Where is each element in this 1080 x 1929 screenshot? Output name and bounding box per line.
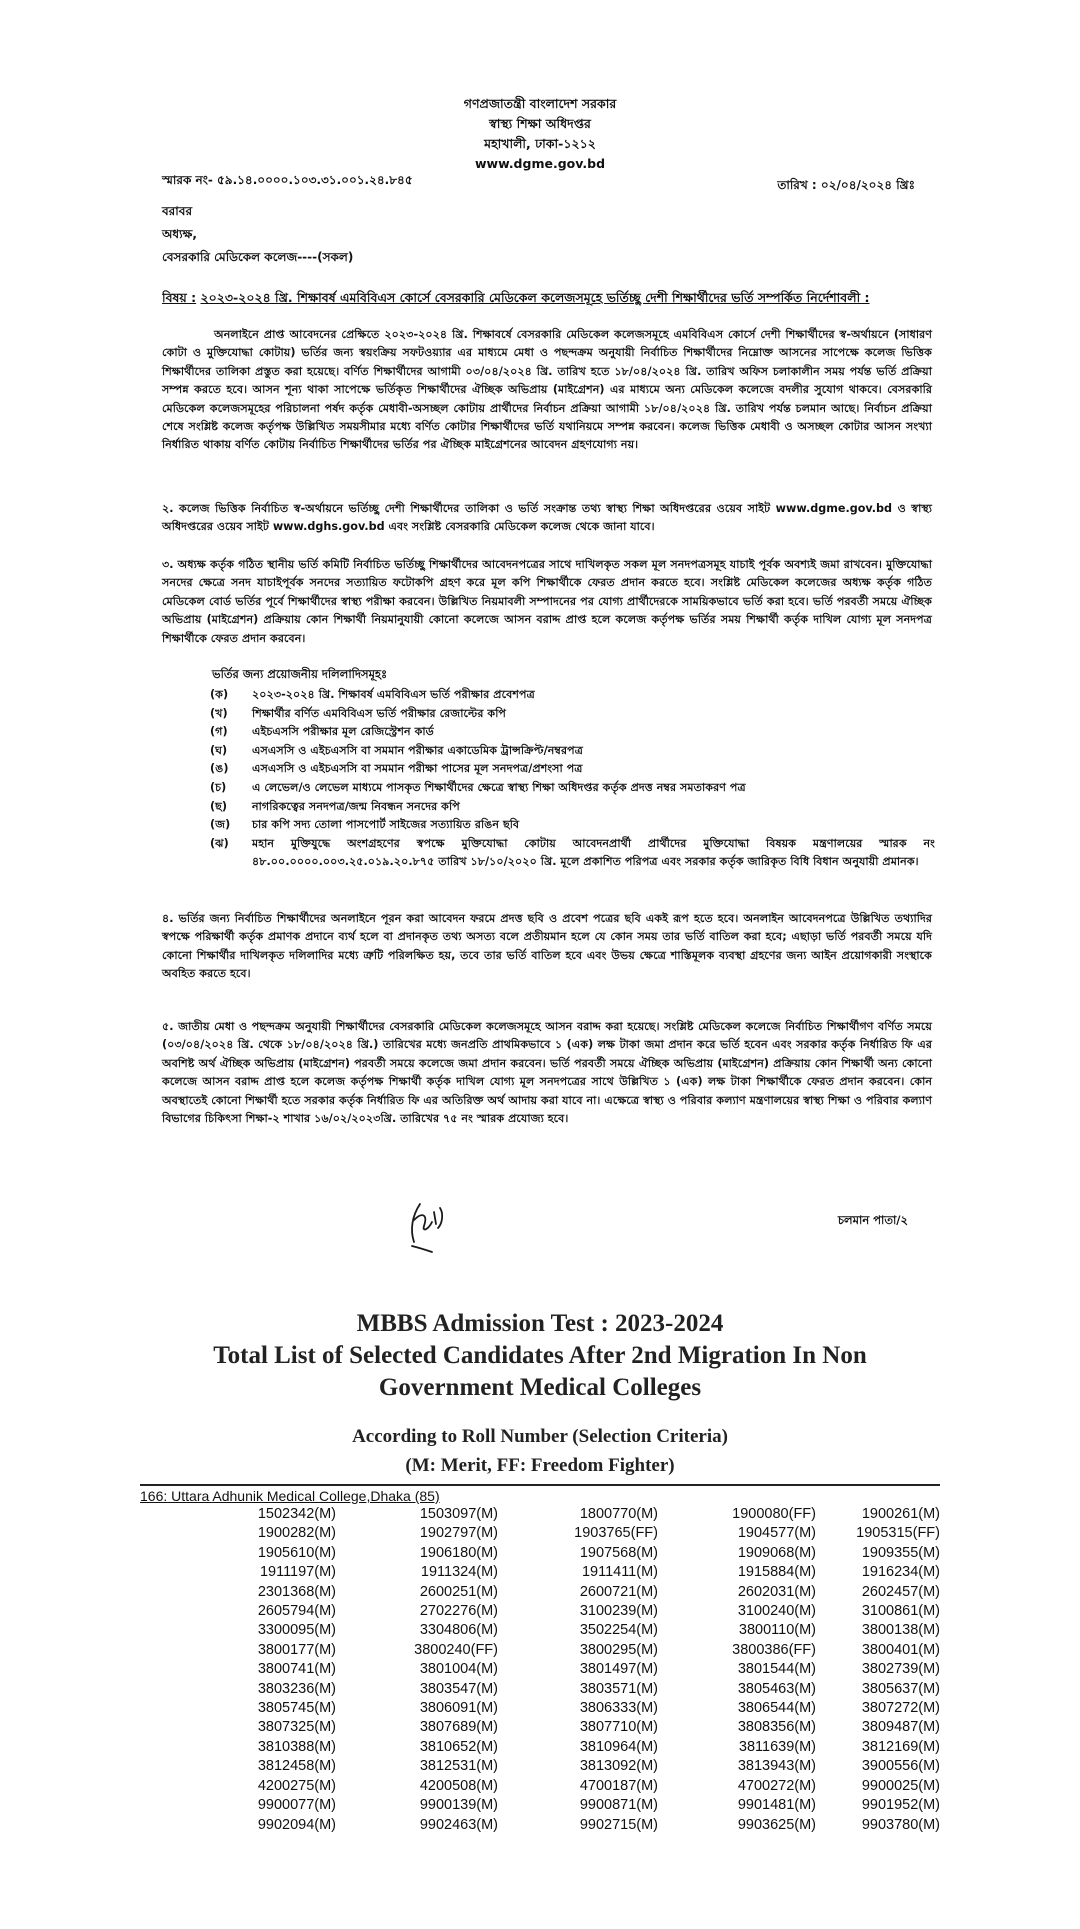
roll-number: 3807689(M) — [419, 1719, 498, 1736]
roll-number: 3812169(M) — [861, 1738, 940, 1755]
roll-number: 1905315(FF) — [856, 1525, 940, 1542]
roll-number: 3805745(M) — [257, 1700, 336, 1717]
roll-number: 3805637(M) — [861, 1680, 940, 1697]
header-address: মহাখালী, ঢাকা-১২১২ — [484, 136, 596, 151]
documents-title: ভর্তির জন্য প্রয়োজনীয় দলিলাদিসমূহঃ — [212, 667, 388, 681]
roll-number: 2600721(M) — [579, 1583, 658, 1600]
roll-number: 1800770(M) — [579, 1506, 658, 1522]
roll-number: 3803236(M) — [257, 1680, 336, 1697]
roll-number: 9900077(M) — [257, 1797, 336, 1814]
roll-number: 3100239(M) — [579, 1603, 658, 1620]
roll-number: 1900282(M) — [257, 1525, 336, 1542]
addressee-block — [162, 200, 353, 269]
roll-number-grid — [140, 1505, 940, 1835]
list-marker: (ঝ) — [210, 836, 229, 850]
roll-number: 2702276(M) — [419, 1603, 498, 1620]
roll-number: 3808356(M) — [737, 1719, 816, 1736]
divider — [140, 1484, 940, 1486]
roll-number: 3806333(M) — [579, 1700, 658, 1717]
roll-number: 3812458(M) — [257, 1758, 336, 1775]
criteria-line: (M: Merit, FF: Freedom Fighter) — [405, 1455, 675, 1476]
roll-number: 3100240(M) — [737, 1603, 816, 1620]
roll-number: 3809487(M) — [861, 1719, 940, 1736]
roll-number: 3812531(M) — [419, 1758, 498, 1775]
memo-reference: স্মারক নং- ৫৯.১৪.০০০০.১০৩.৩১.০০১.২৪.৮৪৫ — [162, 173, 413, 187]
roll-number: 2602457(M) — [861, 1583, 940, 1600]
title-line: MBBS Admission Test : 2023-2024 — [356, 1310, 724, 1337]
list-text: ২০২৩-২০২৪ খ্রি. শিক্ষাবর্ষ এমবিবিএস ভর্তি পরীক্ষার প্রবেশপত্র — [252, 688, 535, 701]
roll-number: 3300095(M) — [257, 1622, 336, 1639]
paragraph-4: ৪. ভর্তির জন্য নির্বাচিত শিক্ষার্থীদের অনলাইনে পূরন করা আবেদন ফরমে প্রদত্ত ছবি ও প্রবেশ পত্রের ছবি একই রূপ হতে হবে। অনলাইন আবেদনপত্রে উল্লিখিত তথ্যাদির স্বপক্ষে পরিক্ষার্থী কর্তৃক প্রমাণক প্রদানে ব্যর্থ হলে বা প্রদানকৃত তথ্য অসত্য বলে প্রতীয়মান হলে যে কোন সময় তার ভর্তি বাতিল করা হবে; এছাড়া ভর্তি পরবর্তী সময়ে যদি কোনো শিক্ষার্থীর দাখিলকৃত দলিলাদির মধ্যে ত্রুটি পরিলক্ষিত হয়, তবে তার ভর্তি বাতিল হবে এবং উভয় ক্ষেত্রে শাস্তিমূলক ব্যবস্থা গ্রহণের জন্য আইন প্রয়োগকারী সংস্থাকে অবহিত করতে হবে। — [162, 912, 932, 981]
roll-number: 9902094(M) — [257, 1816, 336, 1833]
list-text: মহান মুক্তিযুদ্ধে অংশগ্রহণের স্বপক্ষে মুক্তিযোদ্ধা কোটায় আবেদনপ্রার্থী প্রার্থীদের মুক্তিযোদ্ধা বিষয়ক মন্ত্রণালয়ের স্মারক নং ৪৮.০০.০০০০.০০৩.২৫.০১৯.২০.৮৭৫ তারিখ ১৮/১০/২০২০ খ্রি. মূলে প্রকাশিত পরিপত্র এবং সরকার কর্তৃক জারিকৃত বিধি বিধান অনুযায়ী প্রমানক। — [252, 836, 935, 869]
roll-number: 3802739(M) — [861, 1661, 940, 1678]
roll-number: 3800110(M) — [738, 1622, 816, 1639]
paragraph-5: ৫. জাতীয় মেধা ও পছন্দক্রম অনুযায়ী শিক্ষার্থীদের বেসরকারি মেডিকেল কলেজসমূহে আসন বরাদ্দ করা হয়েছে। সংশ্লিষ্ট মেডিকেল কলেজে নির্বাচিত শিক্ষার্থীগণ বর্ণিত সময়ে (০৩/০৪/২০২৪ খ্রি. থেকে ১৮/০৪/২০২৪ খ্রি.) তারিখের মধ্যে জনপ্রতি প্রাথমিকভাবে ১ (এক) লক্ষ টাকা জমা প্রদান করে ভর্তি হবেন এবং সরকার কর্তৃক নির্ধারিত ফি এর অবশিষ্ট অর্থ ঐচ্ছিক অভিপ্রায় (মাইগ্রেশন) পরবর্তী সময়ে কলেজে জমা প্রদান করবেন। ভর্তি পরবর্তী সময়ে ঐচ্ছিক অভিপ্রায় (মাইগ্রেশন) প্রক্রিয়ায় কোন শিক্ষার্থী অন্য কোনো কলেজে আসন বরাদ্দ প্রাপ্ত হলে কলেজ কর্তৃপক্ষ শিক্ষার্থী কর্তৃক দাখিল যোগ্য মূল সনদপত্রের সাথে উল্লিখিত ১ (এক) লক্ষ টাকা শিক্ষার্থীকে ফেরত প্রদান করবেন। কোন অবস্থাতেই কোনো শিক্ষার্থী হতে সরকার কর্তৃক নির্ধারিত ফি এর অতিরিক্ত অর্থ আদায় করা যাবে না। এক্ষেত্রে স্বাস্থ্য ও পরিবার কল্যাণ মন্ত্রণালয়ের স্বাস্থ্য শিক্ষা ও পরিবার কল্যাণ বিভাগের চিকিৎসা শিক্ষা-২ শাখার ১৬/০২/২০২৩খ্রি. তারিখের ৭৫ নং স্মারক প্রযোজ্য হবে। — [162, 1020, 932, 1126]
list-item — [210, 816, 935, 835]
selection-criteria — [0, 1422, 1080, 1480]
roll-number: 3810388(M) — [257, 1738, 336, 1755]
list-title — [0, 1308, 1080, 1404]
title-line: Total List of Selected Candidates After 2nd Migration In Non — [213, 1342, 867, 1369]
list-marker: (ঙ) — [210, 762, 229, 776]
roll-number: 4700187(M) — [579, 1777, 658, 1794]
signature-icon — [398, 1190, 468, 1260]
roll-number: 3807325(M) — [257, 1719, 336, 1736]
required-documents-list — [210, 686, 935, 872]
roll-number: 9900025(M) — [861, 1777, 940, 1794]
list-marker: (ক) — [210, 688, 229, 701]
list-marker: (ঘ) — [210, 743, 228, 757]
roll-number: 1903765(FF) — [574, 1525, 658, 1542]
college-heading: 166: Uttara Adhunik Medical College,Dhaka (85) — [140, 1488, 440, 1504]
roll-number: 1906180(M) — [419, 1544, 498, 1561]
roll-number: 1900080(FF) — [732, 1506, 816, 1522]
list-item — [210, 835, 935, 872]
addressee-line: অধ্যক্ষ, — [162, 227, 197, 241]
roll-number: 2602031(M) — [737, 1583, 816, 1600]
list-text: এসএসসি ও এইচএসসি বা সমমান পরীক্ষার একাডেমিক ট্রান্সক্রিপ্ট/নম্বরপত্র — [252, 743, 583, 757]
header-website: www.dgme.gov.bd — [474, 156, 606, 171]
roll-number: 3800240(FF) — [414, 1641, 498, 1658]
roll-number: 2301368(M) — [257, 1583, 336, 1600]
list-item — [210, 723, 935, 742]
paragraph-2: ২. কলেজ ভিত্তিক নির্বাচিত স্ব-অর্থায়নে ভর্তিচ্ছু দেশী শিক্ষার্থীদের তালিকা ও ভর্তি সংক্রান্ত তথ্য স্বাস্থ্য শিক্ষা অধিদপ্তরের ওয়েব সাইট www.dgme.gov.bd ও স্বাস্থ্য অধিদপ্তরের ওয়েব সাইট www.dghs.gov.bd এবং সংশ্লিষ্ট বেসরকারি মেডিকেল কলেজ থেকে জানা যাবে। — [162, 502, 932, 534]
roll-number: 3807710(M) — [579, 1719, 658, 1736]
list-text: নাগরিকত্বের সনদপত্র/জন্ম নিবন্ধন সনদের কপি — [252, 799, 460, 813]
roll-number: 9903780(M) — [861, 1816, 940, 1833]
list-item — [210, 705, 935, 724]
list-text: শিক্ষার্থীর বর্ণিত এমবিবিএস ভর্তি পরীক্ষার রেজাল্টের কপি — [252, 706, 506, 720]
title-line: Government Medical Colleges — [378, 1374, 702, 1401]
roll-number: 3805463(M) — [737, 1680, 816, 1697]
roll-number: 3304806(M) — [419, 1622, 498, 1639]
roll-number: 1911411(M) — [581, 1564, 658, 1581]
roll-number: 3801544(M) — [737, 1661, 816, 1678]
roll-number: 4200508(M) — [419, 1777, 498, 1794]
roll-number: 3806544(M) — [737, 1700, 816, 1717]
roll-number: 3100861(M) — [861, 1603, 940, 1620]
government-header — [0, 94, 1080, 174]
roll-number: 9901481(M) — [737, 1797, 816, 1814]
addressee-line: বেসরকারি মেডিকেল কলেজ----(সকল) — [162, 250, 354, 264]
subject-line — [162, 290, 932, 310]
roll-number: 9900871(M) — [579, 1797, 658, 1814]
continued-page-note: চলমান পাতা/২ — [837, 1213, 908, 1227]
list-text: এইচএসসি পরীক্ষার মূল রেজিস্ট্রেশন কার্ড — [252, 725, 434, 739]
roll-number: 3803547(M) — [419, 1680, 498, 1697]
list-item — [210, 779, 935, 798]
roll-number: 1909355(M) — [861, 1544, 940, 1561]
roll-number: 1900261(M) — [861, 1506, 940, 1522]
roll-number: 1911197(M) — [259, 1564, 336, 1581]
roll-number: 3800295(M) — [579, 1641, 658, 1658]
roll-number: 2600251(M) — [419, 1583, 498, 1600]
subject-text: ২০২৩-২০২৪ খ্রি. শিক্ষাবর্ষ এমবিবিএস কোর্সে বেসরকারি মেডিকেল কলেজসমূহে ভর্তিচ্ছু দেশী শিক্ষার্থীদের ভর্তি সম্পর্কিত নির্দেশাবলী : — [200, 290, 870, 305]
header-department: স্বাস্থ্য শিক্ষা অধিদপ্তর — [489, 116, 591, 131]
roll-number: 3800386(FF) — [732, 1641, 816, 1658]
roll-number: 9903625(M) — [737, 1816, 816, 1833]
list-item — [210, 798, 935, 817]
roll-number: 3803571(M) — [579, 1680, 658, 1697]
paragraph-3: ৩. অধ্যক্ষ কর্তৃক গঠিত স্থানীয় ভর্তি কমিটি নির্বাচিত ভর্তিচ্ছু শিক্ষার্থীদের আবেদনপত্রের সাথে দাখিলকৃত সকল মূল সনদপত্রসমূহ যাচাই পূর্বক অবশ্যই জমা রাখবেন। মুক্তিযোদ্ধা সনদের ক্ষেত্রে সনদ যাচাইপূর্বক সনদের সত্যায়িত ফটোকপি গ্রহণ করে মূল কপি শিক্ষার্থীকে ফেরত প্রদান করতে হবে। সংশ্লিষ্ট মেডিকেল কলেজের অধ্যক্ষ কর্তৃক গঠিত মেডিকেল বোর্ড ভর্তির পূর্বে শিক্ষার্থীদের স্বাস্থ্য পরীক্ষা করবেন। উল্লিখিত নিয়মাবলী সম্পাদনের পর যোগ্য প্রার্থীদেরকে সাময়িকভাবে ভর্তি করা হবে। ভর্তি পরবর্তী সময়ে ঐচ্ছিক অভিপ্রায় (মাইগ্রেশন) প্রক্রিয়ায় কোন শিক্ষার্থী নিয়মানুযায়ী কোনো কলেজে আসন বরাদ্দ প্রাপ্ত হলে কলেজ কর্তৃপক্ষ ভর্তির সময় শিক্ষার্থী কর্তৃক দাখিল যোগ্য মূল সনদপত্র শিক্ষার্থীকে ফেরত প্রদান করবেন। — [162, 558, 932, 645]
header-government: গণপ্রজাতন্ত্রী বাংলাদেশ সরকার — [463, 96, 617, 111]
roll-number: 9902715(M) — [579, 1816, 658, 1833]
roll-number: 3800741(M) — [257, 1661, 336, 1678]
list-marker: (ছ) — [210, 799, 228, 813]
roll-number: 1907568(M) — [579, 1544, 658, 1561]
roll-number: 3810652(M) — [419, 1738, 498, 1755]
list-item — [210, 760, 935, 779]
roll-number: 3801004(M) — [419, 1661, 498, 1678]
list-marker: (জ) — [210, 818, 231, 832]
roll-number: 3801497(M) — [579, 1661, 658, 1678]
roll-number: 3800177(M) — [257, 1641, 336, 1658]
roll-number: 4200275(M) — [257, 1777, 336, 1794]
roll-number: 2605794(M) — [257, 1603, 336, 1620]
roll-number: 1503097(M) — [419, 1506, 498, 1522]
list-text: এসএসসি ও এইচএসসি বা সমমান পরীক্ষা পাসের মূল সনদপত্র/প্রশংসা পত্র — [252, 762, 583, 776]
list-marker: (চ) — [210, 780, 227, 794]
roll-number: 4700272(M) — [737, 1777, 816, 1794]
roll-number: 9901952(M) — [861, 1797, 940, 1814]
subject-label: বিষয় : — [162, 290, 197, 305]
roll-number: 3813092(M) — [579, 1758, 658, 1775]
roll-number: 3813943(M) — [737, 1758, 816, 1775]
roll-number: 3811639(M) — [738, 1738, 816, 1755]
roll-number: 1502342(M) — [257, 1506, 336, 1522]
list-text: চার কপি সদ্য তোলা পাসপোর্ট সাইজের সত্যায়িত রঙিন ছবি — [252, 818, 520, 832]
roll-number: 3810964(M) — [579, 1738, 658, 1755]
roll-number: 3800138(M) — [861, 1622, 940, 1639]
roll-number: 3502254(M) — [579, 1622, 658, 1639]
roll-number: 1904577(M) — [737, 1525, 816, 1542]
roll-number: 1902797(M) — [419, 1525, 498, 1542]
roll-number: 9900139(M) — [419, 1797, 498, 1814]
roll-number: 1916234(M) — [861, 1564, 940, 1581]
list-item — [210, 686, 935, 705]
roll-number: 3806091(M) — [419, 1700, 498, 1717]
roll-number: 1905610(M) — [257, 1544, 336, 1561]
roll-number: 1909068(M) — [737, 1544, 816, 1561]
list-marker: (গ) — [210, 725, 228, 739]
list-item — [210, 742, 935, 761]
roll-number: 9902463(M) — [419, 1816, 498, 1833]
memo-date: তারিখ : ০২/০৪/২০২৪ খ্রিঃ — [777, 178, 915, 192]
roll-number: 3807272(M) — [861, 1700, 940, 1717]
roll-number: 1911324(M) — [420, 1564, 498, 1581]
addressee-line: বরাবর — [162, 204, 193, 218]
criteria-line: According to Roll Number (Selection Criteria) — [352, 1426, 728, 1447]
paragraph-1: অনলাইনে প্রাপ্ত আবেদনের প্রেক্ষিতে ২০২৩-২০২৪ খ্রি. শিক্ষাবর্ষে বেসরকারি মেডিকেল কলেজসমূহে এমবিবিএস কোর্সে দেশী শিক্ষার্থীদের স্ব-অর্থায়নে (সাধারণ কোটা ও মুক্তিযোদ্ধা কোটায়) ভর্তির জন্য স্বয়ংক্রিয় সফটওয়্যার এর মাধ্যমে মেধা ও পছন্দক্রম অনুযায়ী নির্বাচিত শিক্ষার্থীদের নিম্নোক্ত আসনের সাপেক্ষে কলেজ ভিত্তিক শিক্ষার্থীদের তালিকা প্রস্তুত করা হয়েছে। বর্ণিত শিক্ষার্থীদের আগামী ০৩/০৪/২০২৪ খ্রি. তারিখ হতে ১৮/০৪/২০২৪ খ্রি. তারিখ অফিস চলাকালীন সময় পর্যন্ত ভর্তি প্রক্রিয়া সম্পন্ন করতে হবে। আসন শূন্য থাকা সাপেক্ষে ভর্তিকৃত শিক্ষার্থীদের ঐচ্ছিক অভিপ্রায় (মাইগ্রেশন) এর মাধ্যমে অন্য মেডিকেল কলেজে বদলীর সুযোগ থাকবে। বেসরকারি মেডিকেল কলেজসমূহের পরিচালনা পর্ষদ কর্তৃক মেধাবী-অসচ্ছল কোটায় প্রার্থীদের নির্বাচন প্রক্রিয়া আগামী ১৮/০৪/২০২৪ খ্রি. তারিখ পর্যন্ত চলমান আছে। নির্বাচন প্রক্রিয়া শেষে সংশ্লিষ্ট কলেজ কর্তৃপক্ষ উল্লিখিত সময়সীমার মধ্যে বর্ণিত কোটার শিক্ষার্থীদের ভর্তি যথানিয়মে সম্পন্ন করবেন। কলেজ ভিত্তিক মেধাবী ও অসচ্ছল কোটার আসন সংখ্যা নির্ধারিত থাকায় বর্ণিত কোটায় নির্বাচিত শিক্ষার্থীদের ভর্তির পর ঐচ্ছিক মাইগ্রেশনের আবেদন গ্রহণযোগ্য নয়। — [162, 328, 932, 452]
roll-number: 3800401(M) — [861, 1641, 940, 1658]
list-marker: (খ) — [210, 706, 228, 720]
roll-number: 1915884(M) — [737, 1564, 816, 1581]
list-text: এ লেভেল/ও লেভেল মাধ্যমে পাসকৃত শিক্ষার্থীদের ক্ষেত্রে স্বাস্থ্য শিক্ষা অধিদপ্তর কর্তৃক প্রদত্ত নম্বর সমতাকরণ পত্র — [252, 780, 746, 794]
roll-number: 3900556(M) — [861, 1758, 940, 1775]
